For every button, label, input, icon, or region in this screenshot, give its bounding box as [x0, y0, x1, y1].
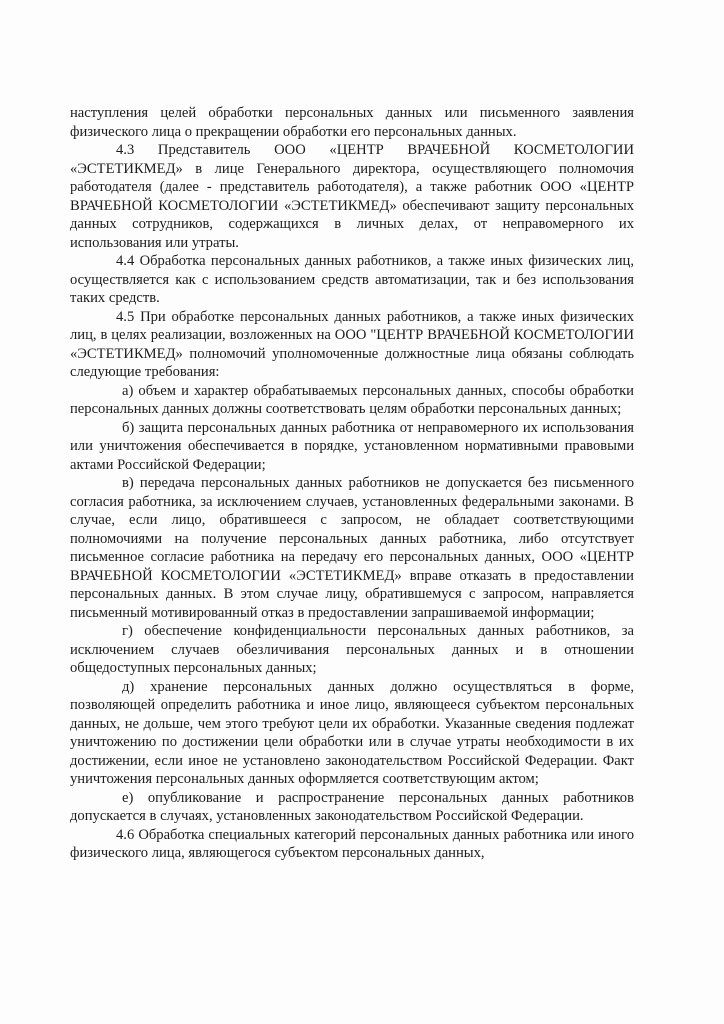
- document-body: [70, 104, 634, 863]
- list-item-b: б) защита персональных данных работника от неправомерного их использования или уничтожения обеспечивается в порядке, установленном нормативными правовыми актами Российской Федерации;: [70, 419, 634, 473]
- paragraph-4-3: 4.3 Представитель ООО «ЦЕНТР ВРАЧЕБНОЙ КОСМЕТОЛОГИИ «ЭСТЕТИКМЕД» в лице Генерального директора, осуществляющего полномочия работодателя (далее - представитель работодателя), а также работник ООО «ЦЕНТР ВРАЧЕБНОЙ КОСМЕТОЛОГИИ «ЭСТЕТИКМЕД» обеспечивают защиту персональных данных сотрудников, содержащихся в личных делах, от неправомерного их использования или утраты.: [70, 142, 634, 251]
- paragraph-4-6: 4.6 Обработка специальных категорий персональных данных работника или иного физического лица, являющегося субъектом персональных данных,: [70, 826, 634, 861]
- paragraph-4-2-continuation: наступления целей обработки персональных данных или письменного заявления физического лица о прекращении обработки его персональных данных.: [70, 105, 634, 140]
- list-item-e: е) опубликование и распространение персональных данных работников допускается в случаях, установленных законодательством Российской Федерации.: [70, 789, 634, 824]
- paragraph-4-5: 4.5 При обработке персональных данных работников, а также иных физических лиц, в целях реализации, возложенных на ООО "ЦЕНТР ВРАЧЕБНОЙ КОСМЕТОЛОГИИ «ЭСТЕТИКМЕД» полномочий уполномоченные должностные лица обязаны соблюдать следующие требования:: [70, 308, 634, 380]
- list-item-d: д) хранение персональных данных должно осуществляться в форме, позволяющей определить работника и иное лицо, являющееся субъектом персональных данных, не дольше, чем этого требуют цели их обработки. Указанные сведения подлежат уничтожению по достижении цели обработки или в случае утраты необходимости в их достижении, если иное не установлено законодательством Российской Федерации. Факт уничтожения персональных данных оформляется соответствующим актом;: [70, 678, 634, 787]
- paragraph-4-4: 4.4 Обработка персональных данных работников, а также иных физических лиц, осуществляется как с использованием средств автоматизации, так и без использования таких средств.: [70, 253, 634, 306]
- list-item-a: а) объем и характер обрабатываемых персональных данных, способы обработки персональных данных должны соответствовать целям обработки персональных данных;: [70, 382, 634, 417]
- list-item-g: г) обеспечение конфиденциальности персональных данных работников, за исключением случаев обезличивания персональных данных и в отношении общедоступных персональных данных;: [70, 623, 634, 676]
- list-item-v: в) передача персональных данных работников не допускается без письменного согласия работника, за исключением случаев, установленных федеральными законами. В случае, если лицо, обратившееся с запросом, не обладает соответствующими полномочиями на получение персональных данных работника, либо отсутствует письменное согласие работника на передачу его персональных данных, ООО «ЦЕНТР ВРАЧЕБНОЙ КОСМЕТОЛОГИИ «ЭСТЕТИКМЕД» вправе отказать в предоставлении персональных данных. В этом случае лицу, обратившемуся с запросом, направляется письменный мотивированный отказ в предоставлении запрашиваемой информации;: [70, 475, 634, 621]
